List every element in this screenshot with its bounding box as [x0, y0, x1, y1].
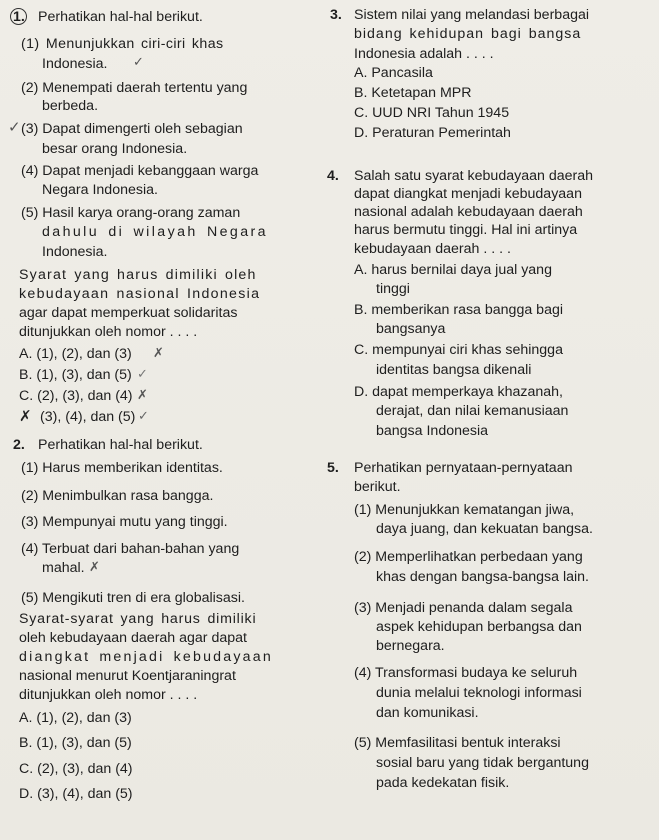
q4-option-a[interactable]: A. harus bernilai daya jual yang	[354, 262, 552, 278]
q2-question-cont: nasional menurut Koentjaraningrat	[19, 668, 236, 684]
q4-option-c[interactable]: C. mempunyai ciri khas sehingga	[354, 342, 563, 358]
q2-question-cont: oleh kebudayaan daerah agar dapat	[19, 630, 247, 646]
q3-stem-cont: bidang kehidupan bagi bangsa	[354, 26, 582, 42]
q1-question: Syarat yang harus dimiliki oleh	[19, 267, 257, 283]
check-mark: ✓	[138, 409, 149, 424]
q3-stem: Sistem nilai yang melandasi berbagai	[354, 7, 590, 23]
q4-stem-cont: harus bermutu tinggi. Hal ini artinya	[354, 222, 578, 238]
q1-item-4: (4) Dapat menjadi kebanggaan warga	[21, 163, 259, 179]
check-mark: ✓	[137, 367, 148, 382]
q2-option-d[interactable]: D. (3), (4), dan (5)	[19, 786, 133, 802]
q2-stem: Perhatikan hal-hal berikut.	[38, 437, 203, 453]
q1-item-3: (3) Dapat dimengerti oleh sebagian	[21, 121, 243, 137]
check-mark: ✓	[133, 55, 144, 70]
q1-option-c[interactable]: C. (2), (3), dan (4)	[19, 388, 133, 404]
q4-stem: Salah satu syarat kebudayaan daerah	[354, 168, 593, 184]
q5-stem-cont: berikut.	[354, 479, 401, 495]
q1-option-a[interactable]: A. (1), (2), dan (3)	[19, 346, 132, 362]
cross-mark: ✗	[137, 388, 148, 403]
q5-item-4: (4) Transformasi budaya ke seluruh	[354, 665, 578, 681]
q1-item-2: (2) Menempati daerah tertentu yang	[21, 80, 248, 96]
q1-option-d[interactable]: (3), (4), dan (5)	[40, 409, 136, 425]
q2-item-5: (5) Mengikuti tren di era globalisasi.	[21, 590, 245, 606]
q4-option-d[interactable]: D. dapat memperkaya khazanah,	[354, 384, 563, 400]
q5-stem: Perhatikan pernyataan-pernyataan	[354, 460, 573, 476]
q5-item-5: (5) Memfasilitasi bentuk interaksi	[354, 735, 561, 751]
check-mark: ✓	[8, 118, 21, 136]
q3-option-b[interactable]: B. Ketetapan MPR	[354, 85, 472, 101]
q5-item-1: (1) Menunjukkan kematangan jiwa,	[354, 502, 575, 518]
q1-item-1-cont: Indonesia.	[42, 56, 108, 72]
q2-option-c[interactable]: C. (2), (3), dan (4)	[19, 761, 133, 777]
q1-item-5-cont2: Indonesia.	[42, 244, 108, 260]
q2-item-1: (1) Harus memberikan identitas.	[21, 460, 223, 476]
q4-option-d-cont: bangsa Indonesia	[376, 423, 489, 439]
q3-option-a[interactable]: A. Pancasila	[354, 65, 433, 81]
q5-item-4-cont: dunia melalui teknologi informasi	[376, 685, 582, 701]
q4-option-c-cont: identitas bangsa dikenali	[376, 362, 532, 378]
q1-option-b[interactable]: B. (1), (3), dan (5)	[19, 367, 132, 383]
cross-mark: ✗	[89, 560, 100, 575]
q3-stem-cont: Indonesia adalah . . . .	[354, 46, 494, 62]
q1-item-1: (1) Menunjukkan ciri-ciri khas	[21, 36, 224, 52]
q4-option-b-cont: bangsanya	[376, 321, 446, 337]
q3-option-d[interactable]: D. Peraturan Pemerintah	[354, 125, 511, 141]
cross-mark: ✗	[153, 346, 164, 361]
q5-item-1-cont: daya juang, dan kekuatan bangsa.	[376, 521, 593, 537]
q1-stem: Perhatikan hal-hal berikut.	[38, 9, 203, 25]
q1-number: 1.	[13, 9, 25, 25]
q4-option-d-cont: derajat, dan nilai kemanusiaan	[376, 403, 569, 419]
q5-item-3: (3) Menjadi penanda dalam segala	[354, 600, 573, 616]
q1-item-5: (5) Hasil karya orang-orang zaman	[21, 205, 241, 221]
q2-option-b[interactable]: B. (1), (3), dan (5)	[19, 735, 132, 751]
q1-item-5-cont: dahulu di wilayah Negara	[42, 224, 268, 240]
q2-question: Syarat-syarat yang harus dimiliki	[19, 611, 257, 627]
q1-item-2-cont: berbeda.	[42, 98, 99, 114]
q1-question-cont: agar dapat memperkuat solidaritas	[19, 305, 238, 321]
q4-stem-cont: nasional adalah kebudayaan daerah	[354, 204, 583, 220]
q2-item-2: (2) Menimbulkan rasa bangga.	[21, 488, 214, 504]
q2-option-a[interactable]: A. (1), (2), dan (3)	[19, 710, 132, 726]
q5-number: 5.	[327, 460, 339, 476]
q5-item-2: (2) Memperlihatkan perbedaan yang	[354, 549, 583, 565]
q2-item-4: (4) Terbuat dari bahan-bahan yang	[21, 541, 240, 557]
q1-item-3-cont: besar orang Indonesia.	[42, 141, 188, 157]
q1-question-cont: kebudayaan nasional Indonesia	[19, 286, 261, 302]
q4-stem-cont: dapat diangkat menjadi kebudayaan	[354, 186, 582, 202]
q5-item-3-cont: bernegara.	[376, 638, 445, 654]
q5-item-2-cont: khas dengan bangsa-bangsa lain.	[376, 569, 589, 585]
q3-option-c[interactable]: C. UUD NRI Tahun 1945	[354, 105, 510, 121]
q2-question-cont: diangkat menjadi kebudayaan	[19, 649, 273, 665]
q2-item-4-cont: mahal.	[42, 560, 85, 576]
q2-item-3: (3) Mempunyai mutu yang tinggi.	[21, 514, 228, 530]
q4-number: 4.	[327, 168, 339, 184]
q5-item-4-cont: dan komunikasi.	[376, 705, 479, 721]
q5-item-3-cont: aspek kehidupan berbangsa dan	[376, 619, 582, 635]
q2-number: 2.	[13, 437, 25, 453]
q4-option-b[interactable]: B. memberikan rasa bangga bagi	[354, 302, 563, 318]
q2-question-cont: ditunjukkan oleh nomor . . . .	[19, 687, 198, 703]
q4-stem-cont: kebudayaan daerah . . . .	[354, 241, 511, 257]
q4-option-a-cont: tinggi	[376, 281, 410, 297]
q3-number: 3.	[330, 7, 342, 23]
q5-item-5-cont: pada kedekatan fisik.	[376, 775, 510, 791]
q1-item-4-cont: Negara Indonesia.	[42, 182, 158, 198]
cross-mark: ✗	[19, 407, 32, 425]
q1-question-cont: ditunjukkan oleh nomor . . . .	[19, 324, 198, 340]
q5-item-5-cont: sosial baru yang tidak bergantung	[376, 755, 589, 771]
